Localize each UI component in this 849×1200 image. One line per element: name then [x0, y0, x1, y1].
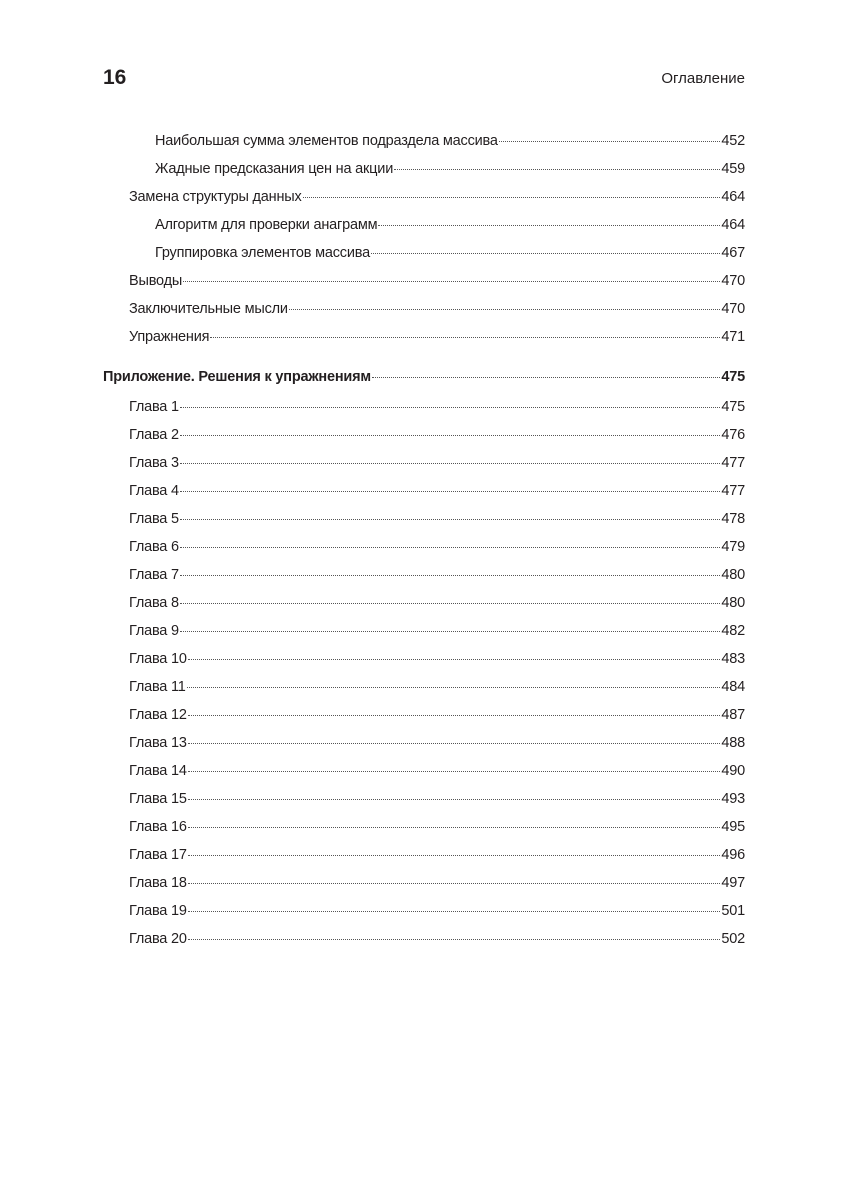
dot-leader: [188, 883, 721, 884]
toc-entry-page: 482: [721, 623, 745, 639]
page-number: 16: [103, 66, 127, 89]
toc-entry[interactable]: [103, 217, 745, 245]
toc-entry-title: Глава 20: [129, 931, 187, 947]
toc-entry-title: Глава 11: [129, 679, 186, 695]
toc-entry-title: Глава 12: [129, 707, 187, 723]
dot-leader: [372, 377, 721, 378]
toc-entry[interactable]: [103, 847, 745, 875]
dot-leader: [180, 435, 721, 436]
toc-entry-title: Глава 9: [129, 623, 179, 639]
toc-entry[interactable]: [103, 903, 745, 931]
toc-entry[interactable]: [103, 427, 745, 455]
toc-entry[interactable]: [103, 735, 745, 763]
toc-entry-title: Глава 17: [129, 847, 187, 863]
toc-entry[interactable]: [103, 539, 745, 567]
toc-entry[interactable]: [103, 651, 745, 679]
toc-entry-page: 478: [721, 511, 745, 527]
toc-entry-title: Глава 19: [129, 903, 187, 919]
dot-leader: [188, 659, 721, 660]
toc-entry-title: Глава 13: [129, 735, 187, 751]
dot-leader: [188, 827, 721, 828]
toc-entry-title: Глава 3: [129, 455, 179, 471]
toc-entry-page: 476: [721, 427, 745, 443]
toc-entry-page: 470: [721, 301, 745, 317]
toc-entry[interactable]: [103, 329, 745, 357]
toc-entry-title: Наибольшая сумма элементов подраздела массива: [155, 133, 498, 149]
toc-entry-title: Глава 18: [129, 875, 187, 891]
toc-entry-title: Глава 5: [129, 511, 179, 527]
toc-entry[interactable]: [103, 819, 745, 847]
toc-entry-title: Глава 8: [129, 595, 179, 611]
toc-entry-title: Глава 14: [129, 763, 187, 779]
toc-entry[interactable]: [103, 595, 745, 623]
dot-leader: [303, 197, 721, 198]
toc-entry[interactable]: [103, 273, 745, 301]
toc-entry-page: 477: [721, 483, 745, 499]
dot-leader: [187, 687, 721, 688]
toc-entry[interactable]: [103, 301, 745, 329]
dot-leader: [183, 281, 720, 282]
toc-entry-page: 497: [721, 875, 745, 891]
dot-leader: [378, 225, 720, 226]
toc-entry[interactable]: [103, 455, 745, 483]
dot-leader: [188, 939, 721, 940]
toc-entry-page: 471: [721, 329, 745, 345]
toc-entry[interactable]: [103, 567, 745, 595]
toc-entry[interactable]: [103, 133, 745, 161]
toc-entry-title: Приложение. Решения к упражнениям: [103, 369, 371, 385]
dot-leader: [188, 771, 721, 772]
toc-entry-title: Глава 10: [129, 651, 187, 667]
toc-entry[interactable]: [103, 679, 745, 707]
dot-leader: [289, 309, 721, 310]
toc-entry-page: 480: [721, 595, 745, 611]
toc-entry-page: 495: [721, 819, 745, 835]
toc-entry-title: Алгоритм для проверки анаграмм: [155, 217, 378, 233]
dot-leader: [210, 337, 720, 338]
dot-leader: [188, 855, 721, 856]
dot-leader: [371, 253, 720, 254]
toc-entry[interactable]: [103, 875, 745, 903]
dot-leader: [180, 519, 721, 520]
toc-part-entry[interactable]: [103, 369, 745, 399]
toc-entry-page: 477: [721, 455, 745, 471]
table-of-contents: [103, 133, 745, 959]
toc-entry-page: 488: [721, 735, 745, 751]
dot-leader: [188, 715, 721, 716]
toc-entry-page: 452: [721, 133, 745, 149]
toc-entry-title: Глава 1: [129, 399, 179, 415]
toc-entry-page: 470: [721, 273, 745, 289]
toc-entry-title: Выводы: [129, 273, 183, 289]
toc-entry-title: Глава 2: [129, 427, 179, 443]
toc-entry-title: Упражнения: [129, 329, 210, 345]
toc-entry-title: Глава 4: [129, 483, 179, 499]
toc-entry-page: 480: [721, 567, 745, 583]
toc-entry-page: 484: [721, 679, 745, 695]
dot-leader: [180, 575, 721, 576]
toc-entry-page: 459: [721, 161, 745, 177]
toc-entry-page: 493: [721, 791, 745, 807]
toc-entry-page: 496: [721, 847, 745, 863]
dot-leader: [188, 911, 721, 912]
toc-entry[interactable]: [103, 189, 745, 217]
toc-entry[interactable]: [103, 931, 745, 959]
dot-leader: [499, 141, 721, 142]
toc-entry-title: Глава 6: [129, 539, 179, 555]
toc-entry-page: 487: [721, 707, 745, 723]
toc-entry-title: Жадные предсказания цен на акции: [155, 161, 394, 177]
dot-leader: [180, 603, 721, 604]
dot-leader: [180, 463, 721, 464]
dot-leader: [188, 799, 721, 800]
toc-entry-title: Глава 15: [129, 791, 187, 807]
toc-entry-page: 483: [721, 651, 745, 667]
toc-entry-page: 479: [721, 539, 745, 555]
toc-entry-page: 464: [721, 217, 745, 233]
toc-entry[interactable]: [103, 483, 745, 511]
toc-entry-title: Заключительные мысли: [129, 301, 288, 317]
running-title: Оглавление: [661, 70, 745, 87]
toc-entry[interactable]: [103, 791, 745, 819]
dot-leader: [394, 169, 720, 170]
dot-leader: [180, 491, 721, 492]
toc-entry-title: Группировка элементов массива: [155, 245, 370, 261]
toc-entry-page: 475: [721, 369, 745, 385]
toc-entry-title: Глава 7: [129, 567, 179, 583]
toc-entry[interactable]: [103, 161, 745, 189]
toc-entry-title: Замена структуры данных: [129, 189, 302, 205]
toc-entry-title: Глава 16: [129, 819, 187, 835]
toc-entry-page: 501: [721, 903, 745, 919]
toc-entry[interactable]: [103, 245, 745, 273]
toc-entry-page: 464: [721, 189, 745, 205]
dot-leader: [188, 743, 721, 744]
toc-entry-page: 467: [721, 245, 745, 261]
toc-entry[interactable]: [103, 707, 745, 735]
toc-entry-page: 475: [721, 399, 745, 415]
toc-entry-page: 502: [721, 931, 745, 947]
toc-entry[interactable]: [103, 763, 745, 791]
toc-entry[interactable]: [103, 623, 745, 651]
dot-leader: [180, 631, 721, 632]
dot-leader: [180, 407, 721, 408]
toc-entry-page: 490: [721, 763, 745, 779]
dot-leader: [180, 547, 721, 548]
toc-entry[interactable]: [103, 399, 745, 427]
toc-entry[interactable]: [103, 511, 745, 539]
